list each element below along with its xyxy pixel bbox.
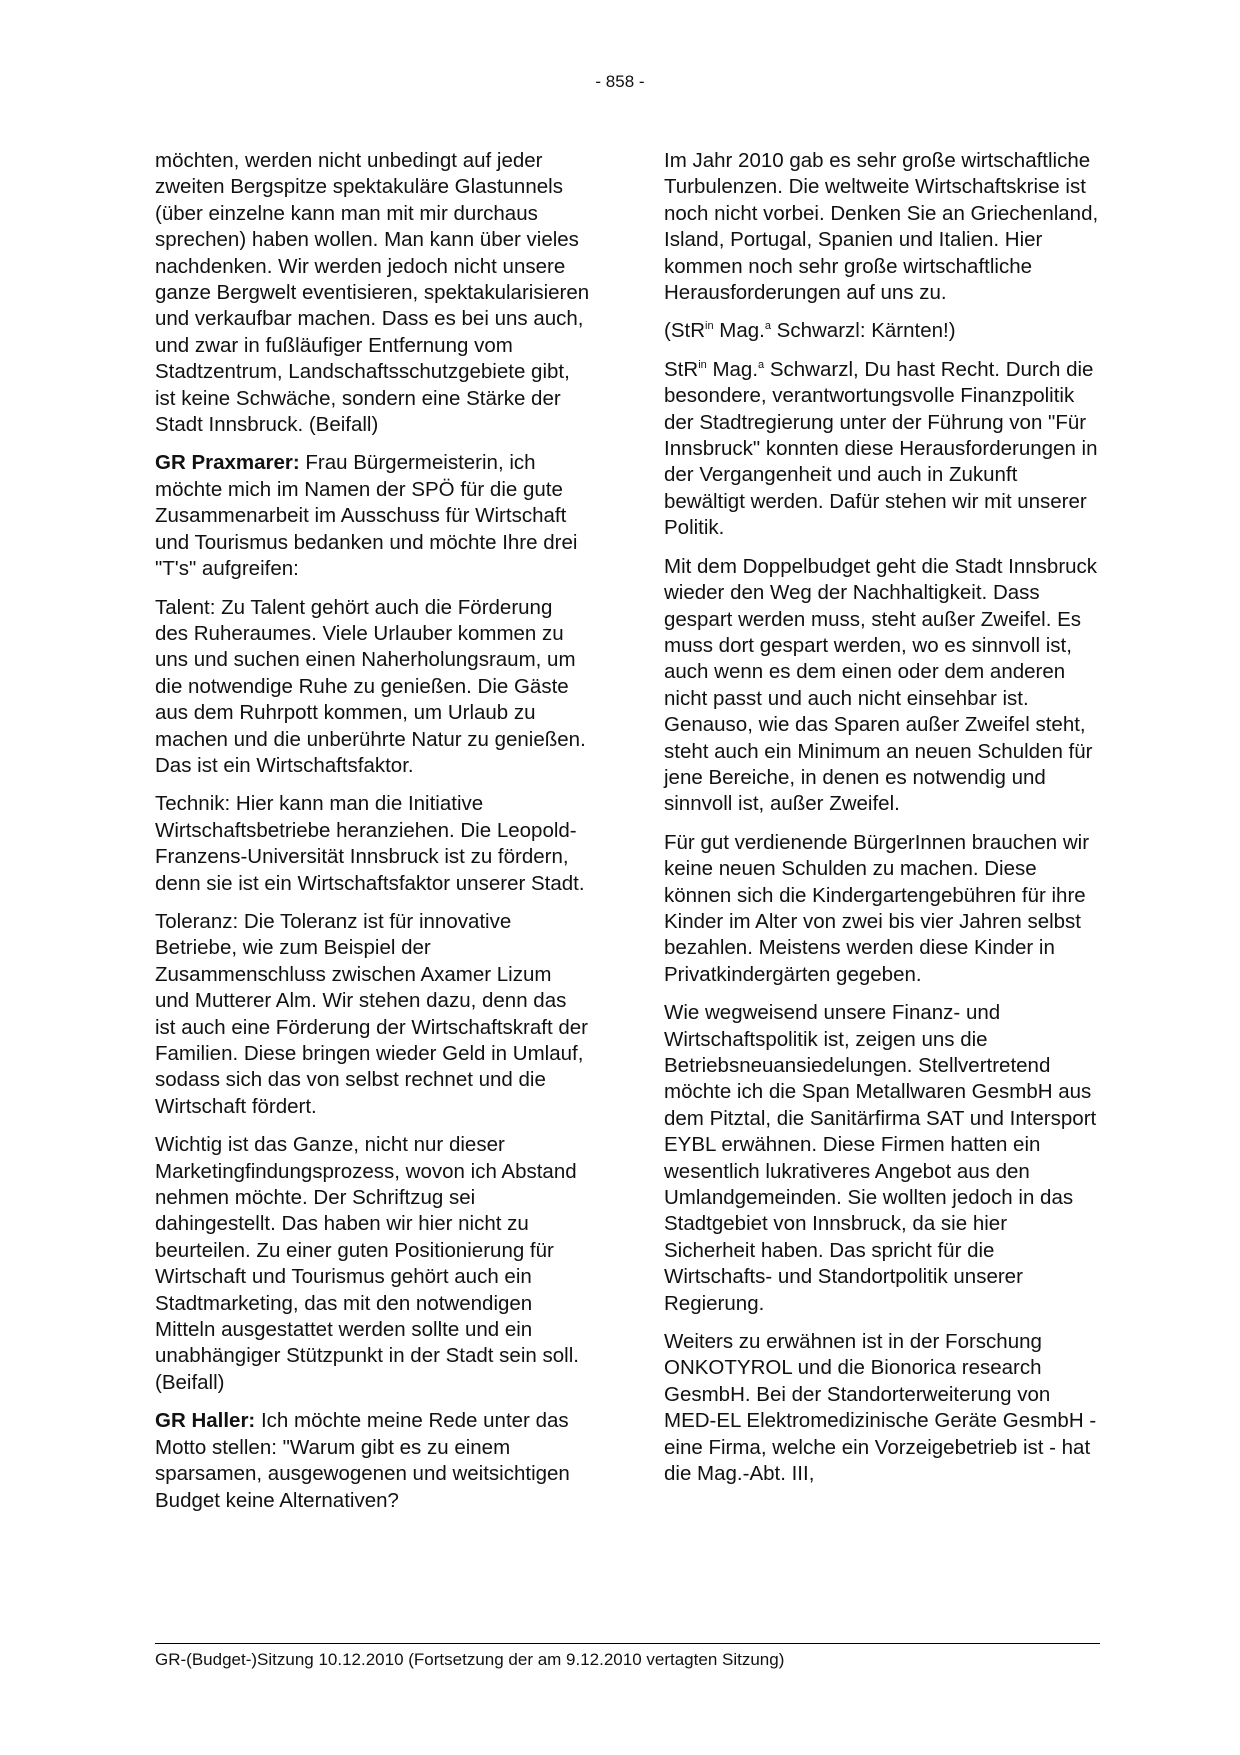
paragraph: möchten, werden nicht unbedingt auf jeder zweiten Bergspitze spektakuläre Glastunnels (über einzelne kann man mit mir durchaus sprechen) haben wollen. Man kann über vieles nachdenken. Wir werden jedoch nicht unsere ganze Bergwelt eventisieren, spektakularisieren und verkaufbar machen. Dass es bei uns auch, und zwar in fußläufiger Entfernung vom Stadtzentrum, Landschaftsschutzgebiete gibt, ist keine Schwäche, sondern eine Stärke der Stadt Innsbruck. (Beifall) bbox=[155, 149, 590, 437]
paragraph: Für gut verdienende BürgerInnen brauchen wir keine neuen Schulden zu machen. Diese können sich die Kindergartengebühren für ihre Kinder im Alter von zwei bis vier Jahren selbst bezahlen. Meistens werden diese Kinder in Privatkindergärten gegeben. bbox=[664, 830, 1090, 986]
paragraph bbox=[155, 1408, 591, 1514]
speaker-name: GR Haller: bbox=[155, 1409, 256, 1433]
speech-text: Frau Bürgermeisterin, ich möchte mich im Namen der SPÖ für die gute Zusammenarbeit im Ausschuss für Wirtschaft und Tourismus bedanken und möchte Ihre drei "T's" aufgreifen: bbox=[155, 451, 578, 581]
speech-text: Ich möchte meine Rede unter das Motto stellen: "Warum gibt es zu einem sparsamen, ausgewogenen und weitsichtigen Budget keine Alternativen? bbox=[155, 1409, 570, 1512]
paragraph: StR$^{in}$ Mag.$^a$ Schwarzl, Du hast Recht. Durch die besondere, verantwortungsvolle Finanzpolitik der Stadtregierung unter der Führung von "Für Innsbruck" konnten diese Herausforderungen in der Vergangenheit und auch in Zukunft bewältigt werden. Dafür stehen wir mit unserer Politik. bbox=[664, 357, 1098, 540]
paragraph: Technik: Hier kann man die Initiative Wirtschaftsbetriebe heranziehen. Die Leopold-Franzens-Universität Innsbruck ist zu fördern, denn sie ist ein Wirtschaftsfaktor unserer Stadt. bbox=[155, 792, 585, 895]
paragraph: Mit dem Doppelbudget geht die Stadt Innsbruck wieder den Weg der Nachhaltigkeit. Dass gespart werden muss, steht außer Zweifel. Es muss dort gespart werden, wo es sinnvoll ist, auch wenn es dem einen oder dem anderen nicht passt und auch nicht einsehbar ist. Genauso, wie das Sparen außer Zweifel steht, steht auch ein Minimum an neuen Schulden für jene Bereiche, in denen es notwendig und sinnvoll ist, außer Zweifel. bbox=[664, 554, 1098, 816]
paragraph: Talent: Zu Talent gehört auch die Förderung des Ruheraumes. Viele Urlauber kommen zu uns und suchen einen Naherholungsraum, um die notwendige Ruhe zu genießen. Die Gäste aus dem Ruhrpott kommen, um Urlaub zu machen und die unberührte Natur zu genießen. Das ist ein Wirtschaftsfaktor. bbox=[155, 595, 586, 777]
speaker-name: GR Praxmarer: bbox=[155, 451, 300, 475]
right-column bbox=[664, 148, 1100, 1500]
page-number: - 858 - bbox=[595, 72, 645, 91]
left-column bbox=[155, 148, 591, 1526]
paragraph: Im Jahr 2010 gab es sehr große wirtschaftliche Turbulenzen. Die weltweite Wirtschaftskrise ist noch nicht vorbei. Denken Sie an Griechenland, Island, Portugal, Spanien und Italien. Hier kommen noch sehr große wirtschaftliche Herausforderungen auf uns zu. bbox=[664, 149, 1099, 305]
paragraph: Wichtig ist das Ganze, nicht nur dieser Marketingfindungsprozess, wovon ich Abstand nehmen möchte. Der Schriftzug sei dahingestellt. Das haben wir hier nicht zu beurteilen. Zu einer guten Positionierung für Wirtschaft und Tourismus gehört auch ein Stadtmarketing, das mit den notwendigen Mitteln ausgestattet werden sollte und ein unabhängiger Stützpunkt in der Stadt sein soll. (Beifall) bbox=[155, 1133, 579, 1394]
paragraph: Toleranz: Die Toleranz ist für innovative Betriebe, wie zum Beispiel der Zusammenschluss zwischen Axamer Lizum und Mutterer Alm. Wir stehen dazu, denn das ist auch eine Förderung der Wirtschaftskraft der Familien. Diese bringen wieder Geld in Umlauf, sodass sich das von selbst rechnet und die Wirtschaft fördert. bbox=[155, 909, 588, 1118]
paragraph: Weiters zu erwähnen ist in der Forschung ONKOTYROL und die Bionorica research GesmbH. Bei der Standorterweiterung von MED-EL Elektromedizinische Geräte GesmbH - eine Firma, welche ein Vorzeigebetrieb ist - hat die Mag.-Abt. III, bbox=[664, 1330, 1097, 1486]
interjection: (StR$^{in}$ Mag.$^a$ Schwarzl: Kärnten!) bbox=[664, 319, 956, 343]
page-footer: GR-(Budget-)Sitzung 10.12.2010 (Fortsetzung der am 9.12.2010 vertagten Sitzung) bbox=[155, 1650, 785, 1669]
paragraph bbox=[155, 450, 591, 582]
footer-divider bbox=[155, 1643, 1100, 1644]
paragraph: Wie wegweisend unsere Finanz- und Wirtschaftspolitik ist, zeigen uns die Betriebsneuansiedelungen. Stellvertretend möchte ich die Span Metallwaren GesmbH aus dem Pitztal, die Sanitärfirma SAT und Intersport EYBL erwähnen. Diese Firmen hatten ein wesentlich lukrativeres Angebot aus den Umlandgemeinden. Sie wollten jedoch in das Stadtgebiet von Innsbruck, da sie hier Sicherheit haben. Das spricht für die Wirtschafts- und Standortpolitik unserer Regierung. bbox=[664, 1001, 1097, 1315]
